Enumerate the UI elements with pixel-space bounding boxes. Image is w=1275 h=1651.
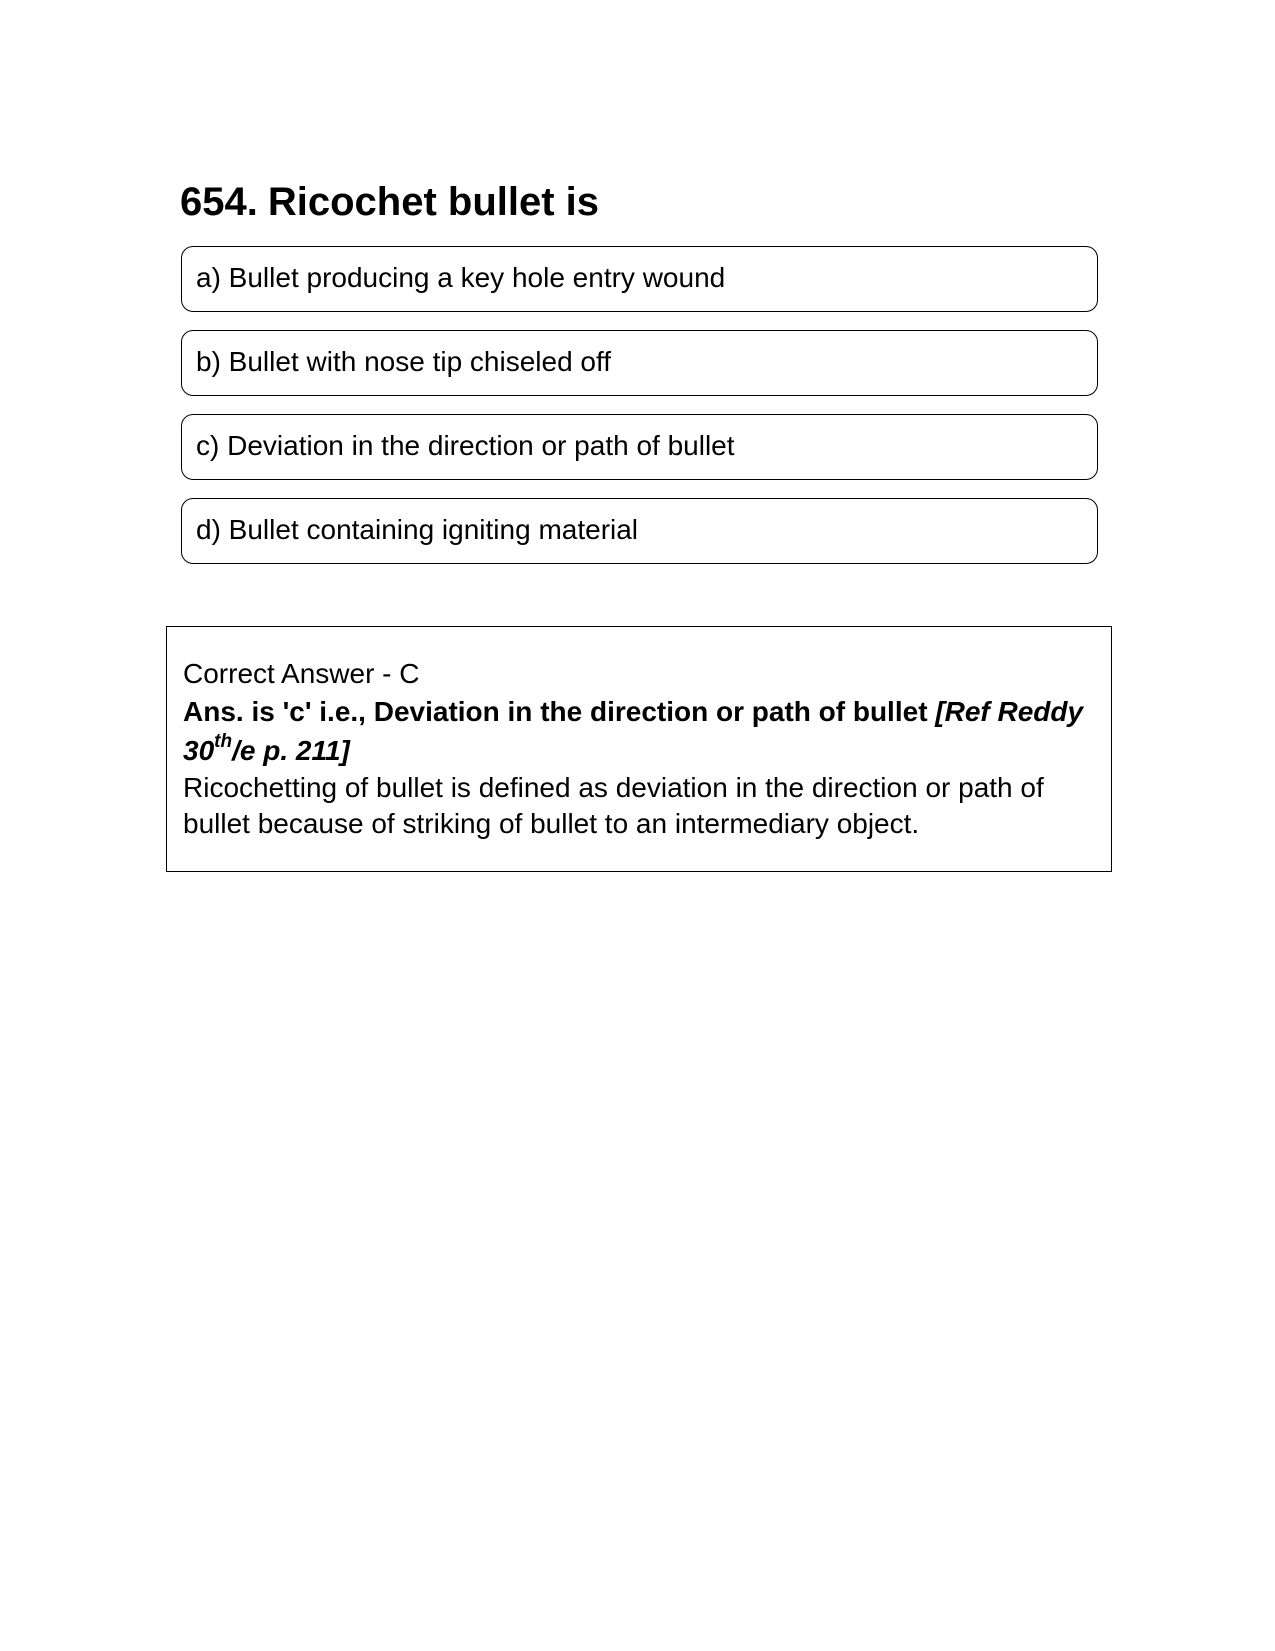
question-text: Ricochet bullet is (267, 180, 600, 224)
option-a[interactable] (181, 246, 1098, 312)
option-d[interactable] (181, 498, 1098, 564)
option-c[interactable] (181, 414, 1098, 480)
option-d-text: d) Bullet containing igniting material (196, 514, 639, 545)
correct-answer-label: Correct Answer - C (183, 658, 420, 689)
reference-superscript: th (214, 730, 233, 752)
option-a-text: a) Bullet producing a key hole entry wound (196, 262, 726, 293)
question-heading (180, 178, 599, 226)
answer-statement-text: Ans. is 'c' i.e., Deviation in the direction or path of bullet (183, 696, 936, 727)
question-number: 654. (180, 180, 258, 224)
answer-box (166, 626, 1112, 872)
answer-statement (183, 692, 1095, 770)
reference-prefix: [Ref Reddy 30 (183, 696, 1084, 766)
option-c-text: c) Deviation in the direction or path of bullet (196, 430, 735, 461)
reference-suffix: /e p. 211] (232, 735, 350, 766)
option-b[interactable] (181, 330, 1098, 396)
answer-explanation: Ricochetting of bullet is defined as deviation in the direction or path of bullet because of striking of bullet to an intermediary object. (183, 772, 1044, 839)
option-b-text: b) Bullet with nose tip chiseled off (196, 346, 612, 377)
